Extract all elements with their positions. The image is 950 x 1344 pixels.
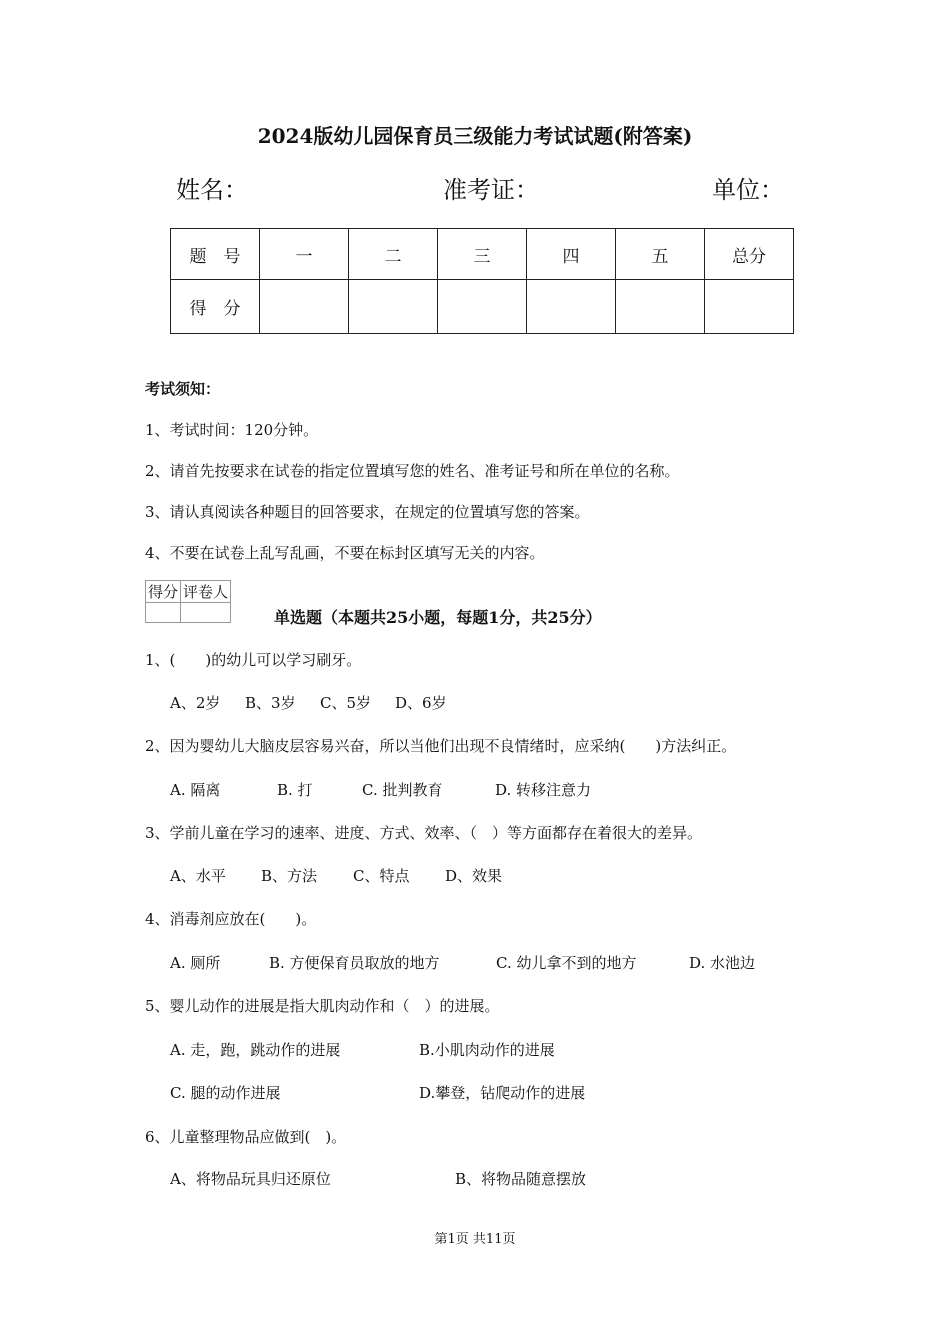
q4-option-c: C. 幼儿拿不到的地方: [496, 954, 637, 972]
q2-option-c: C. 批判教育: [362, 781, 443, 799]
q3-option-d: D、效果: [445, 867, 503, 885]
q6-option-b: B、将物品随意摆放: [455, 1170, 587, 1188]
q3-option-b: B、方法: [261, 867, 318, 885]
question-2: 2、因为婴幼儿大脑皮层容易兴奋，所以当他们出现不良情绪时，应采纳( )方法纠正。: [145, 737, 737, 755]
q1-option-d: D、6岁: [395, 694, 447, 712]
question-5: 5、婴儿动作的进展是指大肌肉动作和（ ）的进展。: [145, 997, 500, 1015]
grader-reviewer-cell[interactable]: [181, 603, 231, 623]
q3-option-c: C、特点: [353, 867, 410, 885]
score-cell-4: 四: [527, 229, 616, 280]
score-table-score-row: [171, 280, 794, 334]
score-input-4[interactable]: [527, 280, 616, 334]
score-cell-1: 一: [260, 229, 349, 280]
q4-option-a: A. 厕所: [170, 954, 221, 972]
score-cell-label: 题 号: [171, 229, 260, 280]
score-cell-5: 五: [616, 229, 705, 280]
score-table: [170, 228, 794, 334]
score-input-2[interactable]: [349, 280, 438, 334]
q1-option-c: C、5岁: [320, 694, 372, 712]
q4-option-b: B. 方便保育员取放的地方: [269, 954, 440, 972]
unit-label: 单位：: [712, 176, 784, 204]
notice-item-4: 4、不要在试卷上乱写乱画，不要在标封区填写无关的内容。: [145, 544, 545, 562]
notice-item-1: 1、考试时间：120分钟。: [145, 421, 319, 439]
question-4: 4、消毒剂应放在( )。: [145, 910, 317, 928]
grader-reviewer-label: 评卷人: [181, 581, 231, 603]
grader-table: [145, 580, 231, 623]
notice-item-3: 3、请认真阅读各种题目的回答要求，在规定的位置填写您的答案。: [145, 503, 590, 521]
exam-id-label: 准考证：: [443, 176, 539, 204]
score-input-5[interactable]: [616, 280, 705, 334]
q2-option-b: B. 打: [277, 781, 313, 799]
page-title: 2024版幼儿园保育员三级能力考试试题(附答案): [257, 124, 693, 148]
notice-item-2: 2、请首先按要求在试卷的指定位置填写您的姓名、准考证号和所在单位的名称。: [145, 462, 680, 480]
page-footer: 第1页 共11页: [434, 1232, 516, 1247]
q2-option-d: D. 转移注意力: [495, 781, 592, 799]
q5-option-b: B.小肌肉动作的进展: [419, 1041, 555, 1059]
score-input-1[interactable]: [260, 280, 349, 334]
score-row-label: 得 分: [171, 280, 260, 334]
q6-option-a: A、将物品玩具归还原位: [170, 1170, 331, 1188]
score-cell-3: 三: [438, 229, 527, 280]
q5-option-d: D.攀登，钻爬动作的进展: [419, 1084, 586, 1102]
section-title: 单选题（本题共25小题，每题1分，共25分）: [274, 608, 602, 627]
name-label: 姓名：: [176, 176, 248, 204]
q1-option-a: A、2岁: [170, 694, 221, 712]
notice-heading: 考试须知：: [145, 380, 221, 398]
score-input-3[interactable]: [438, 280, 527, 334]
score-cell-total: 总分: [705, 229, 794, 280]
score-cell-2: 二: [349, 229, 438, 280]
q5-option-c: C. 腿的动作进展: [170, 1084, 281, 1102]
q1-option-b: B、3岁: [245, 694, 296, 712]
question-3: 3、学前儿童在学习的速率、进度、方式、效率、（ ）等方面都存在着很大的差异。: [145, 824, 703, 842]
q3-option-a: A、水平: [170, 867, 226, 885]
score-input-total[interactable]: [705, 280, 794, 334]
grader-score-cell[interactable]: [146, 603, 181, 623]
question-1: 1、( )的幼儿可以学习刷牙。: [145, 651, 362, 669]
grader-score-label: 得分: [146, 581, 181, 603]
score-table-header-row: [171, 229, 794, 280]
q5-option-a: A. 走，跑，跳动作的进展: [170, 1041, 341, 1059]
q2-option-a: A. 隔离: [170, 781, 221, 799]
question-6: 6、儿童整理物品应做到( )。: [145, 1128, 347, 1146]
q4-option-d: D. 水池边: [689, 954, 756, 972]
